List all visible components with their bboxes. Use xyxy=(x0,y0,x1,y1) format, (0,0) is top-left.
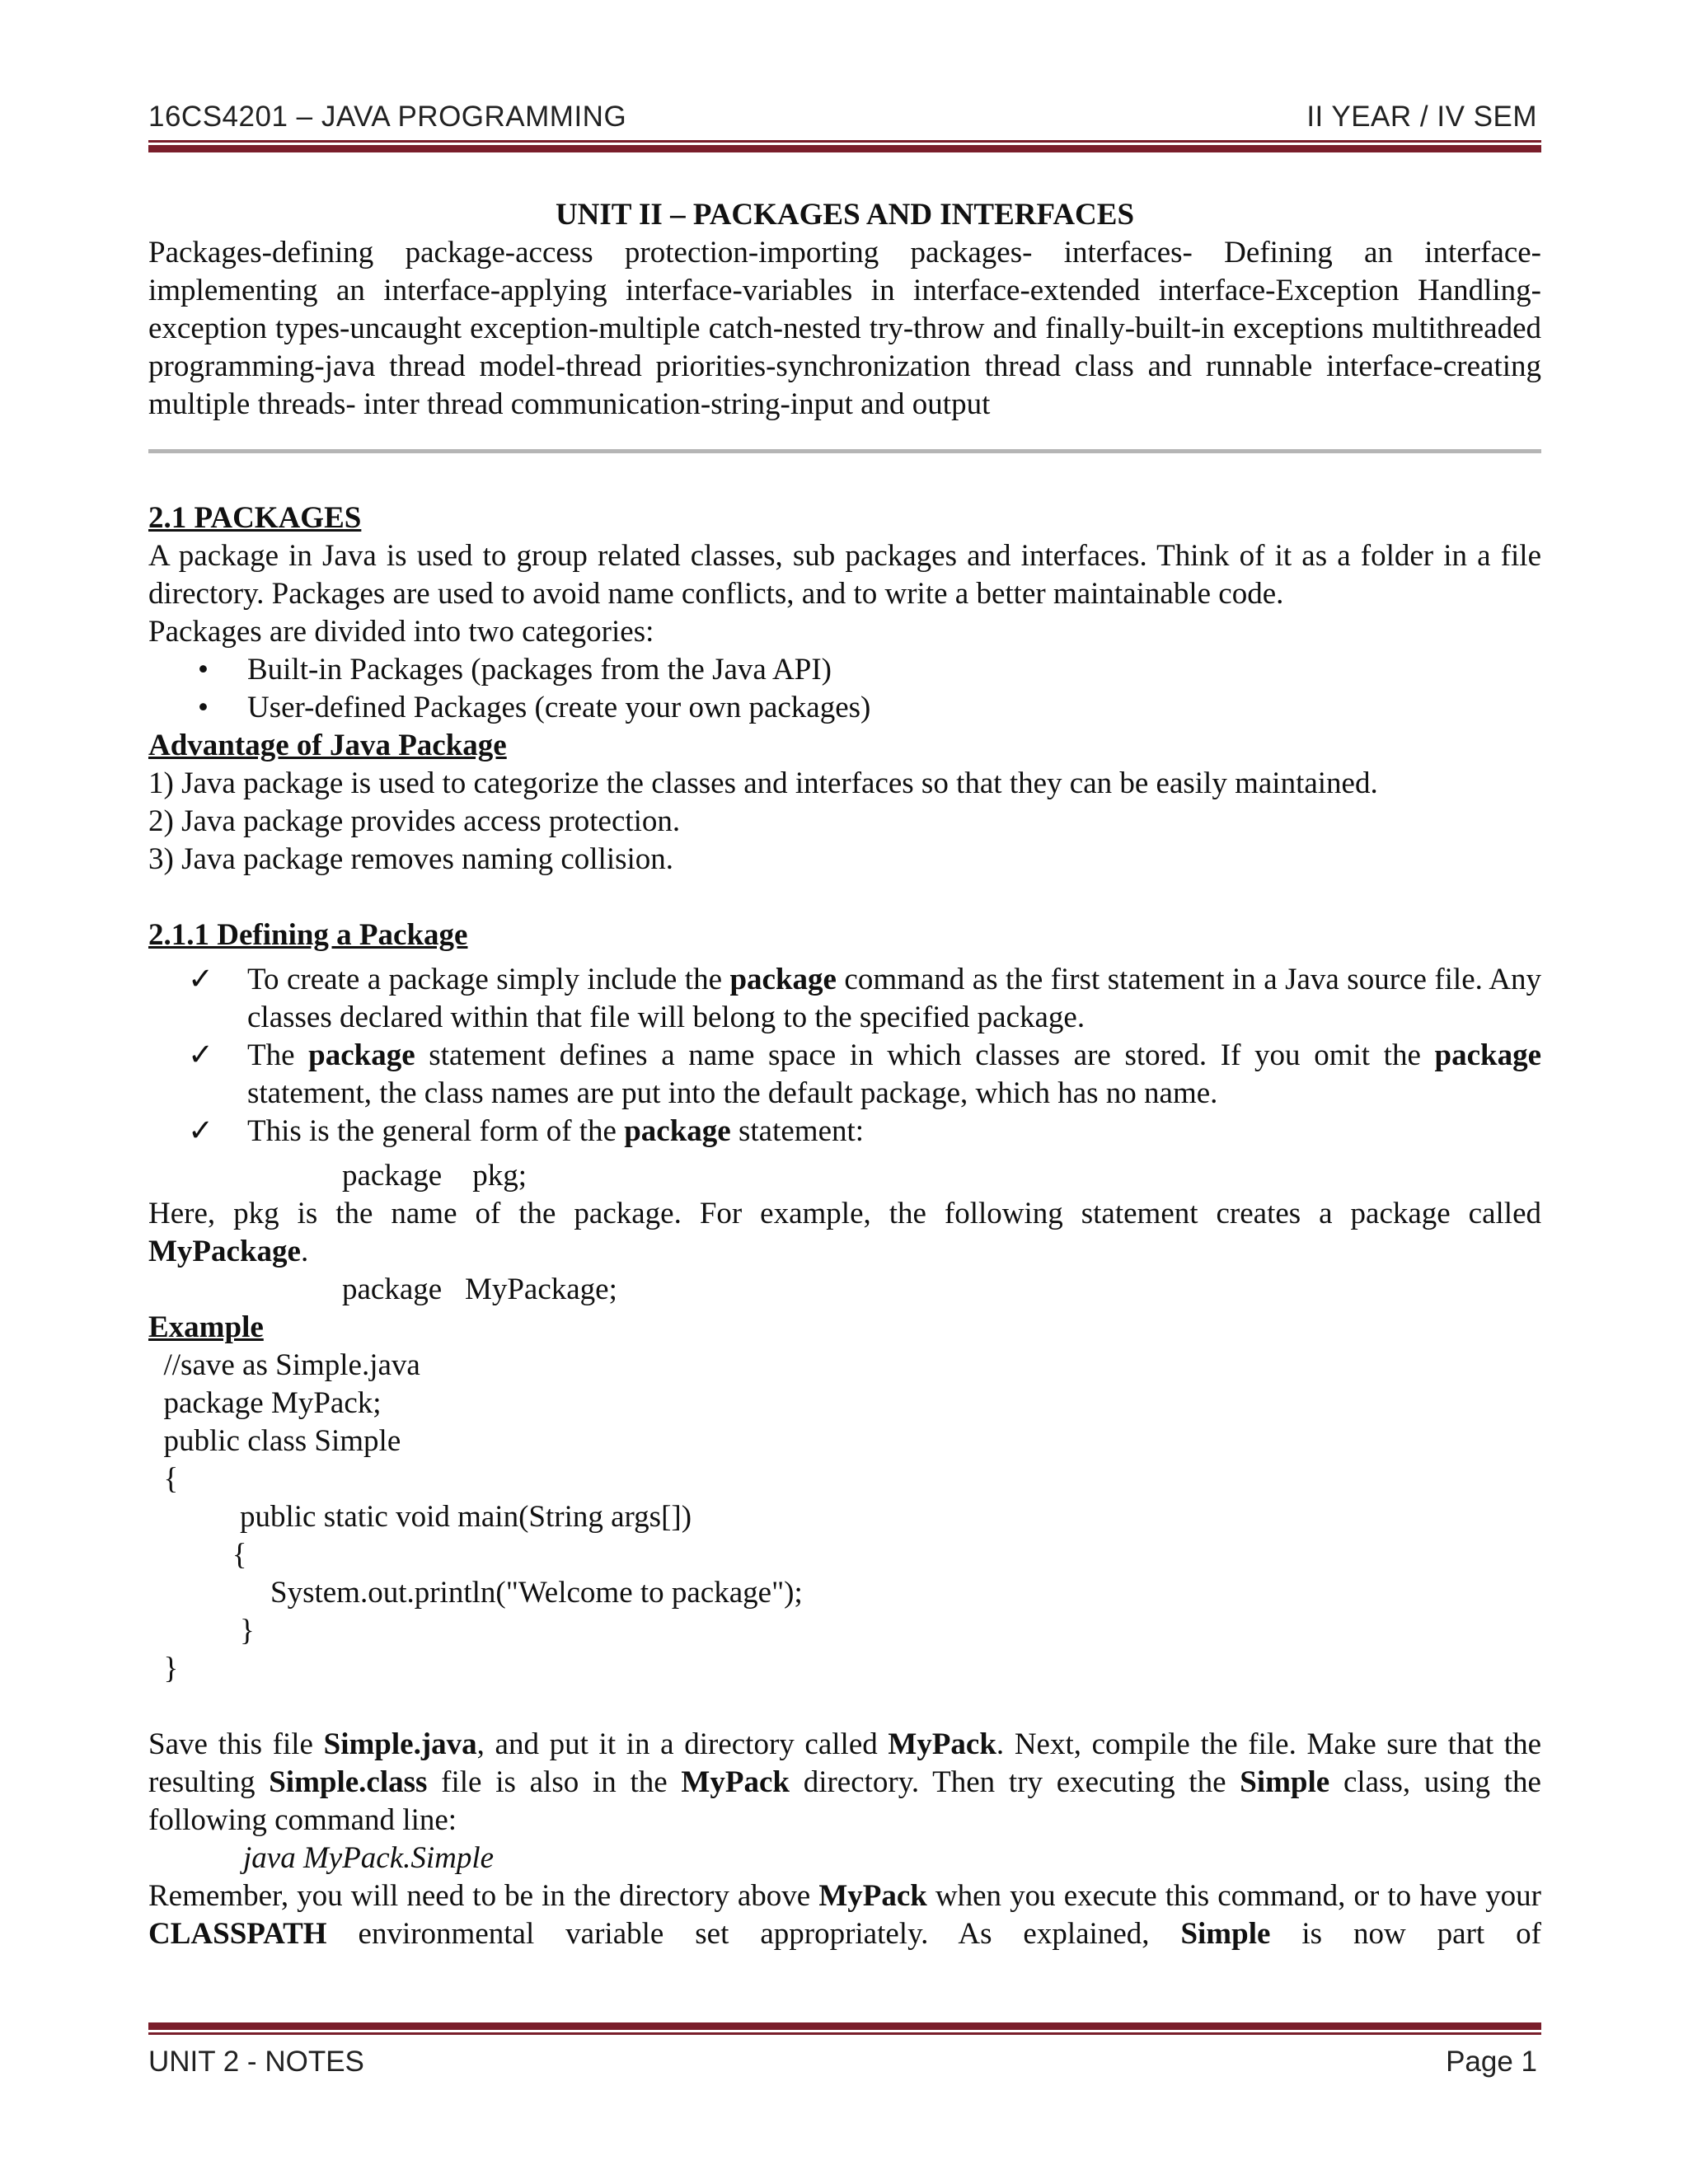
footer-rule-thin xyxy=(148,2032,1541,2035)
checkmark-icon: ✓ xyxy=(188,1038,214,1072)
spacer xyxy=(148,879,1541,916)
example-heading: Example xyxy=(148,1310,264,1344)
advantage-item: 3) Java package removes naming collision. xyxy=(148,842,674,876)
packages-section xyxy=(148,499,1541,1953)
command-line: java MyPack.Simple xyxy=(243,1841,495,1875)
header-rule-thin xyxy=(148,140,1541,143)
advantage-item: 1) Java package is used to categorize the classes and interfaces so that they can be easily maintained. xyxy=(148,766,1378,800)
header-rule-thick xyxy=(148,145,1541,152)
list-item xyxy=(148,689,1541,727)
list-item: ✓ This is the general form of the package statement: xyxy=(148,1113,1541,1151)
advantage-item: 2) Java package provides access protection. xyxy=(148,804,681,838)
unit-block xyxy=(148,196,1541,424)
category-text: Built-in Packages (packages from the Java API) xyxy=(247,653,832,687)
checkmark-icon: ✓ xyxy=(188,963,214,996)
list-item: ✓ The package statement defines a name space in which classes are stored. If you omit the package statement, the class names are put into the default package, which has no name. xyxy=(188,1038,1542,1110)
spacer xyxy=(148,1688,1541,1726)
here-paragraph: Here, pkg is the name of the package. For example, the following statement creates a package called MyPackage. xyxy=(148,1197,1541,1268)
footer-rule-thick xyxy=(148,2022,1541,2030)
list-item: ✓ To create a package simply include the package command as the first statement in a Java source file. Any classes declared within that file will belong to the specified package. xyxy=(188,963,1542,1034)
section-divider xyxy=(148,449,1541,453)
checkmark-icon: ✓ xyxy=(188,1114,214,1148)
categories-list xyxy=(148,651,1541,727)
packages-intro: A package in Java is used to group related classes, sub packages and interfaces. Think of it as a folder in a file directory. Packages are used to avoid name conflicts, and to write a better maintainable code. xyxy=(148,539,1541,611)
unit-syllabus: Packages-defining package-access protection-importing packages- interfaces- Defining an interface-implementing an interface-applying interface-variables in interface-extended interface-Exception Handling-exception types-uncaught exception-multiple catch-nested try-throw and finally-built-in exceptions multithreaded programming-java thread model-thread priorities-synchronization thread class and runnable interface-creating multiple threads- inter thread communication-string-input and output xyxy=(148,236,1541,421)
defining-heading: 2.1.1 Defining a Package xyxy=(148,918,468,952)
categories-intro: Packages are divided into two categories: xyxy=(148,615,654,649)
unit-title: UNIT II – PACKAGES AND INTERFACES xyxy=(555,198,1135,232)
list-item xyxy=(148,651,1541,689)
category-text: User-defined Packages (create your own packages) xyxy=(247,691,871,724)
bullet-icon: • xyxy=(198,691,209,724)
footer-unit: UNIT 2 - NOTES xyxy=(148,2046,364,2078)
save-paragraph: Save this file Simple.java, and put it in a directory called MyPack. Next, compile the file. Make sure that the resulting Simple.class file is also in the MyPack directory. Then try executing the Simple class, using the following command line: xyxy=(148,1727,1541,1837)
example-code: //save as Simple.java package MyPack; public class Simple { public static void main(String args[]) { System.out.println("Welcome to package"); } } xyxy=(163,1348,803,1685)
header-semester: II YEAR / IV SEM xyxy=(1306,101,1537,133)
bullet-icon: • xyxy=(198,653,209,687)
page-number: Page 1 xyxy=(1446,2046,1537,2078)
header-course: 16CS4201 – JAVA PROGRAMMING xyxy=(148,101,627,133)
example-statement: package MyPackage; xyxy=(342,1272,617,1306)
defining-points xyxy=(148,961,1541,1151)
advantage-heading: Advantage of Java Package xyxy=(148,729,507,762)
packages-heading: 2.1 PACKAGES xyxy=(148,501,362,535)
general-form: package pkg; xyxy=(342,1159,527,1193)
remember-paragraph: Remember, you will need to be in the directory above MyPack when you execute this command, or to have your CLASSPATH environmental variable set appropriately. As explained, Simple is now part of xyxy=(148,1879,1541,1951)
